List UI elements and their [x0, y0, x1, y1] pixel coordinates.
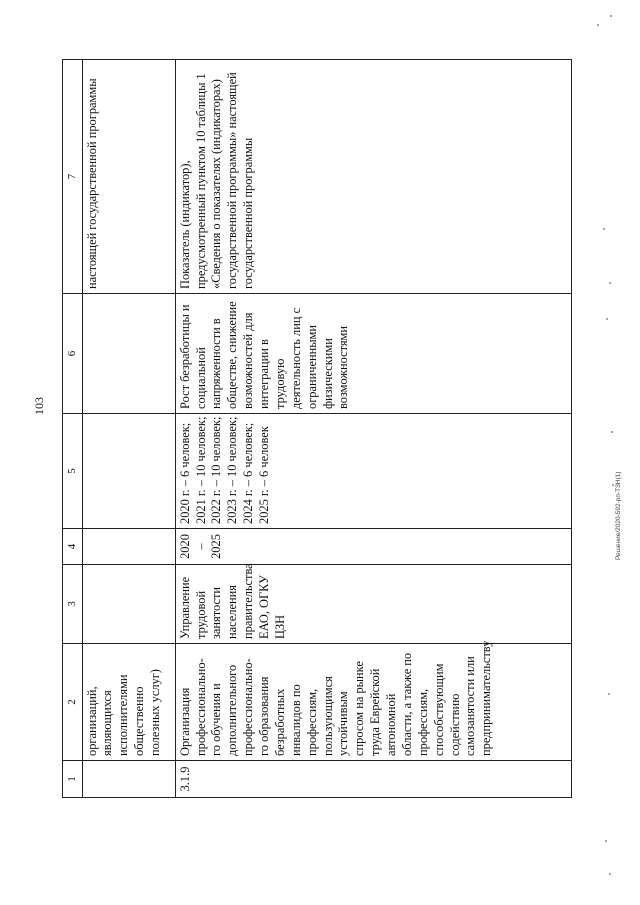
cont-cell-number — [82, 761, 175, 798]
table-row-3-1-9 — [175, 60, 571, 798]
result-line: 2025 г. – 6 человек — [257, 426, 272, 524]
cont-cell-measure: организаций, являющихся исполнителями общественно полезных услуг) — [82, 644, 175, 761]
header-cell-5: 5 — [63, 414, 83, 529]
cont-cell-result — [82, 414, 175, 529]
period-start: 2020 — [177, 534, 192, 559]
scan-speck — [603, 228, 605, 230]
scan-speck — [597, 24, 599, 26]
page-number: 103 — [32, 397, 46, 415]
result-line: 2020 г. – 6 человек; — [177, 422, 192, 524]
cont-cell-period — [82, 529, 175, 565]
cont-cell-consequences — [82, 294, 175, 414]
document-stamp: Решение/2020-592-рп-ТЗН(1) — [615, 471, 622, 560]
scan-speck — [609, 282, 611, 284]
header-cell-3: 3 — [63, 565, 83, 644]
measure-name-cell: Организация профессионально-го обучения и дополнительного профессионально-го образования безработных инвалидов по профессиям, пользующимся устойчивым спросом на рынке труда Еврейской автономной области, а также по профессиям, способствующим содействию самозанятости или предпринимательству — [175, 644, 571, 761]
continuation-row — [82, 60, 175, 798]
result-line: 2024 г. – 6 человек; — [241, 422, 256, 524]
scan-speck — [612, 484, 614, 486]
rotated-table-container — [62, 60, 572, 798]
scan-speck — [608, 693, 610, 695]
header-cell-7: 7 — [63, 60, 83, 294]
header-row — [63, 60, 83, 798]
indicator-cell: Показатель (индикатор), предусмотренный пунктом 10 таблицы 1 «Сведения о показателях (индикаторах) государственной программы» настоящей государственной программы — [175, 60, 571, 294]
scan-speck — [610, 15, 612, 17]
period-dash: – — [193, 543, 208, 550]
header-cell-2: 2 — [63, 644, 83, 761]
cont-cell-executor — [82, 565, 175, 644]
executor-cell: Управление трудовой занятости населения правительства ЕАО, ОГКУ ЦЗН — [175, 565, 571, 644]
expected-result-cell — [175, 414, 571, 529]
result-line: 2021 г. – 10 человек; — [193, 416, 208, 524]
period-cell — [175, 529, 571, 565]
header-cell-6: 6 — [63, 294, 83, 414]
cont-cell-indicator: настоящей государственной программы — [82, 60, 175, 294]
scan-speck — [605, 840, 607, 842]
period-end: 2025 — [209, 534, 224, 559]
header-cell-4: 4 — [63, 529, 83, 565]
scan-speck — [606, 318, 608, 320]
result-line: 2023 г. – 10 человек; — [225, 416, 240, 524]
consequences-cell: Рост безработицы и социальной напряженности в обществе, снижение возможностей для интеграции в трудовую деятельность лиц с ограниченными физическими возможностями — [175, 294, 571, 414]
result-line: 2022 г. – 10 человек; — [209, 416, 224, 524]
scan-speck — [611, 431, 613, 433]
header-cell-1: 1 — [63, 761, 83, 798]
program-measures-table — [62, 59, 572, 798]
scan-speck — [609, 873, 611, 875]
row-number-cell: 3.1.9 — [175, 761, 571, 798]
